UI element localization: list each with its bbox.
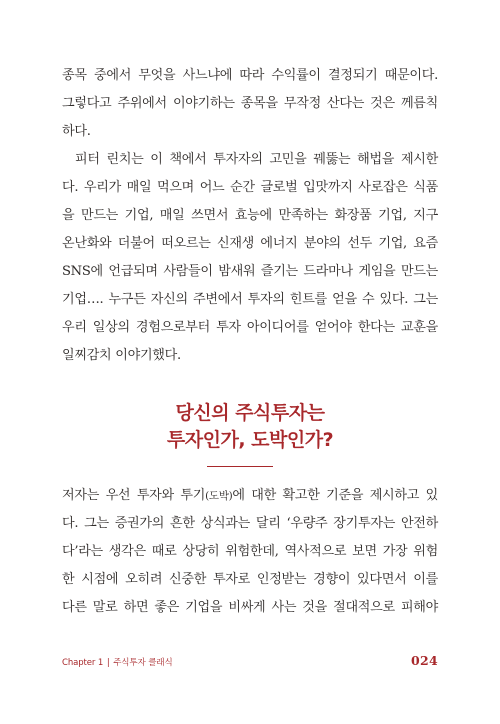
heading-divider [207, 466, 273, 467]
footer-chapter: Chapter 1 [62, 658, 104, 668]
body-text-bottom [62, 482, 438, 622]
text-line: 그렇다고 주위에서 이야기하는 종목을 무작정 산다는 것은 께름칙 [62, 96, 438, 111]
section-heading-line-1: 당신의 주식투자는 [175, 402, 325, 424]
text-line: 종목 중에서 무엇을 사느냐에 따라 수익률이 결정되기 때문이다. [62, 68, 438, 83]
text-line: 기업…. 누구든 자신의 주변에서 투자의 힌트를 얻을 수 있다. 그는 [62, 292, 438, 307]
text-line: 온난화와 더불어 떠오르는 신재생 에너지 분야의 선두 기업, 요즘 [62, 236, 438, 251]
section-heading [62, 400, 438, 454]
body-text-top [62, 62, 438, 370]
text-line: 다. 그는 증권가의 흔한 상식과는 달리 ‘우량주 장기투자는 안전하 [62, 516, 438, 531]
text-line: 하다. [62, 124, 91, 139]
text-run-small: (도박) [205, 490, 233, 502]
text-line: 을 만드는 기업, 매일 쓰면서 효능에 만족하는 화장품 기업, 지구 [62, 208, 438, 223]
text-line [62, 482, 438, 510]
text-line: 다른 말로 하면 좋은 기업을 비싸게 사는 것을 절대적으로 피해야 [62, 600, 438, 615]
section-heading-line-2: 투자인가, 도박인가? [166, 429, 334, 451]
text-line: 피터 린치는 이 책에서 투자자의 고민을 꿰뚫는 해법을 제시한 [75, 152, 438, 167]
footer-separator: | [106, 658, 110, 668]
text-line: 다. 우리가 매일 먹으며 어느 순간 글로벌 입맛까지 사로잡은 식품 [62, 180, 438, 195]
running-footer [62, 656, 173, 668]
footer-section: 주식투자 클래식 [113, 658, 173, 668]
text-line: 다’라는 생각은 때로 상당히 위험한데, 역사적으로 보면 가장 위험 [62, 544, 438, 559]
text-run: 에 대한 확고한 기준을 제시하고 있 [232, 488, 438, 503]
text-run: 저자는 우선 투자와 투기 [62, 488, 206, 503]
text-line: SNS에 언급되며 사람들이 밤새워 즐기는 드라마나 게임을 만드는 [62, 264, 438, 279]
page-number: 024 [411, 653, 438, 668]
text-line: 일찌감치 이야기했다. [62, 348, 181, 363]
text-line: 우리 일상의 경험으로부터 투자 아이디어를 얻어야 한다는 교훈을 [62, 320, 438, 335]
text-line: 한 시점에 오히려 신중한 투자로 인정받는 경향이 있다면서 이를 [62, 572, 438, 587]
